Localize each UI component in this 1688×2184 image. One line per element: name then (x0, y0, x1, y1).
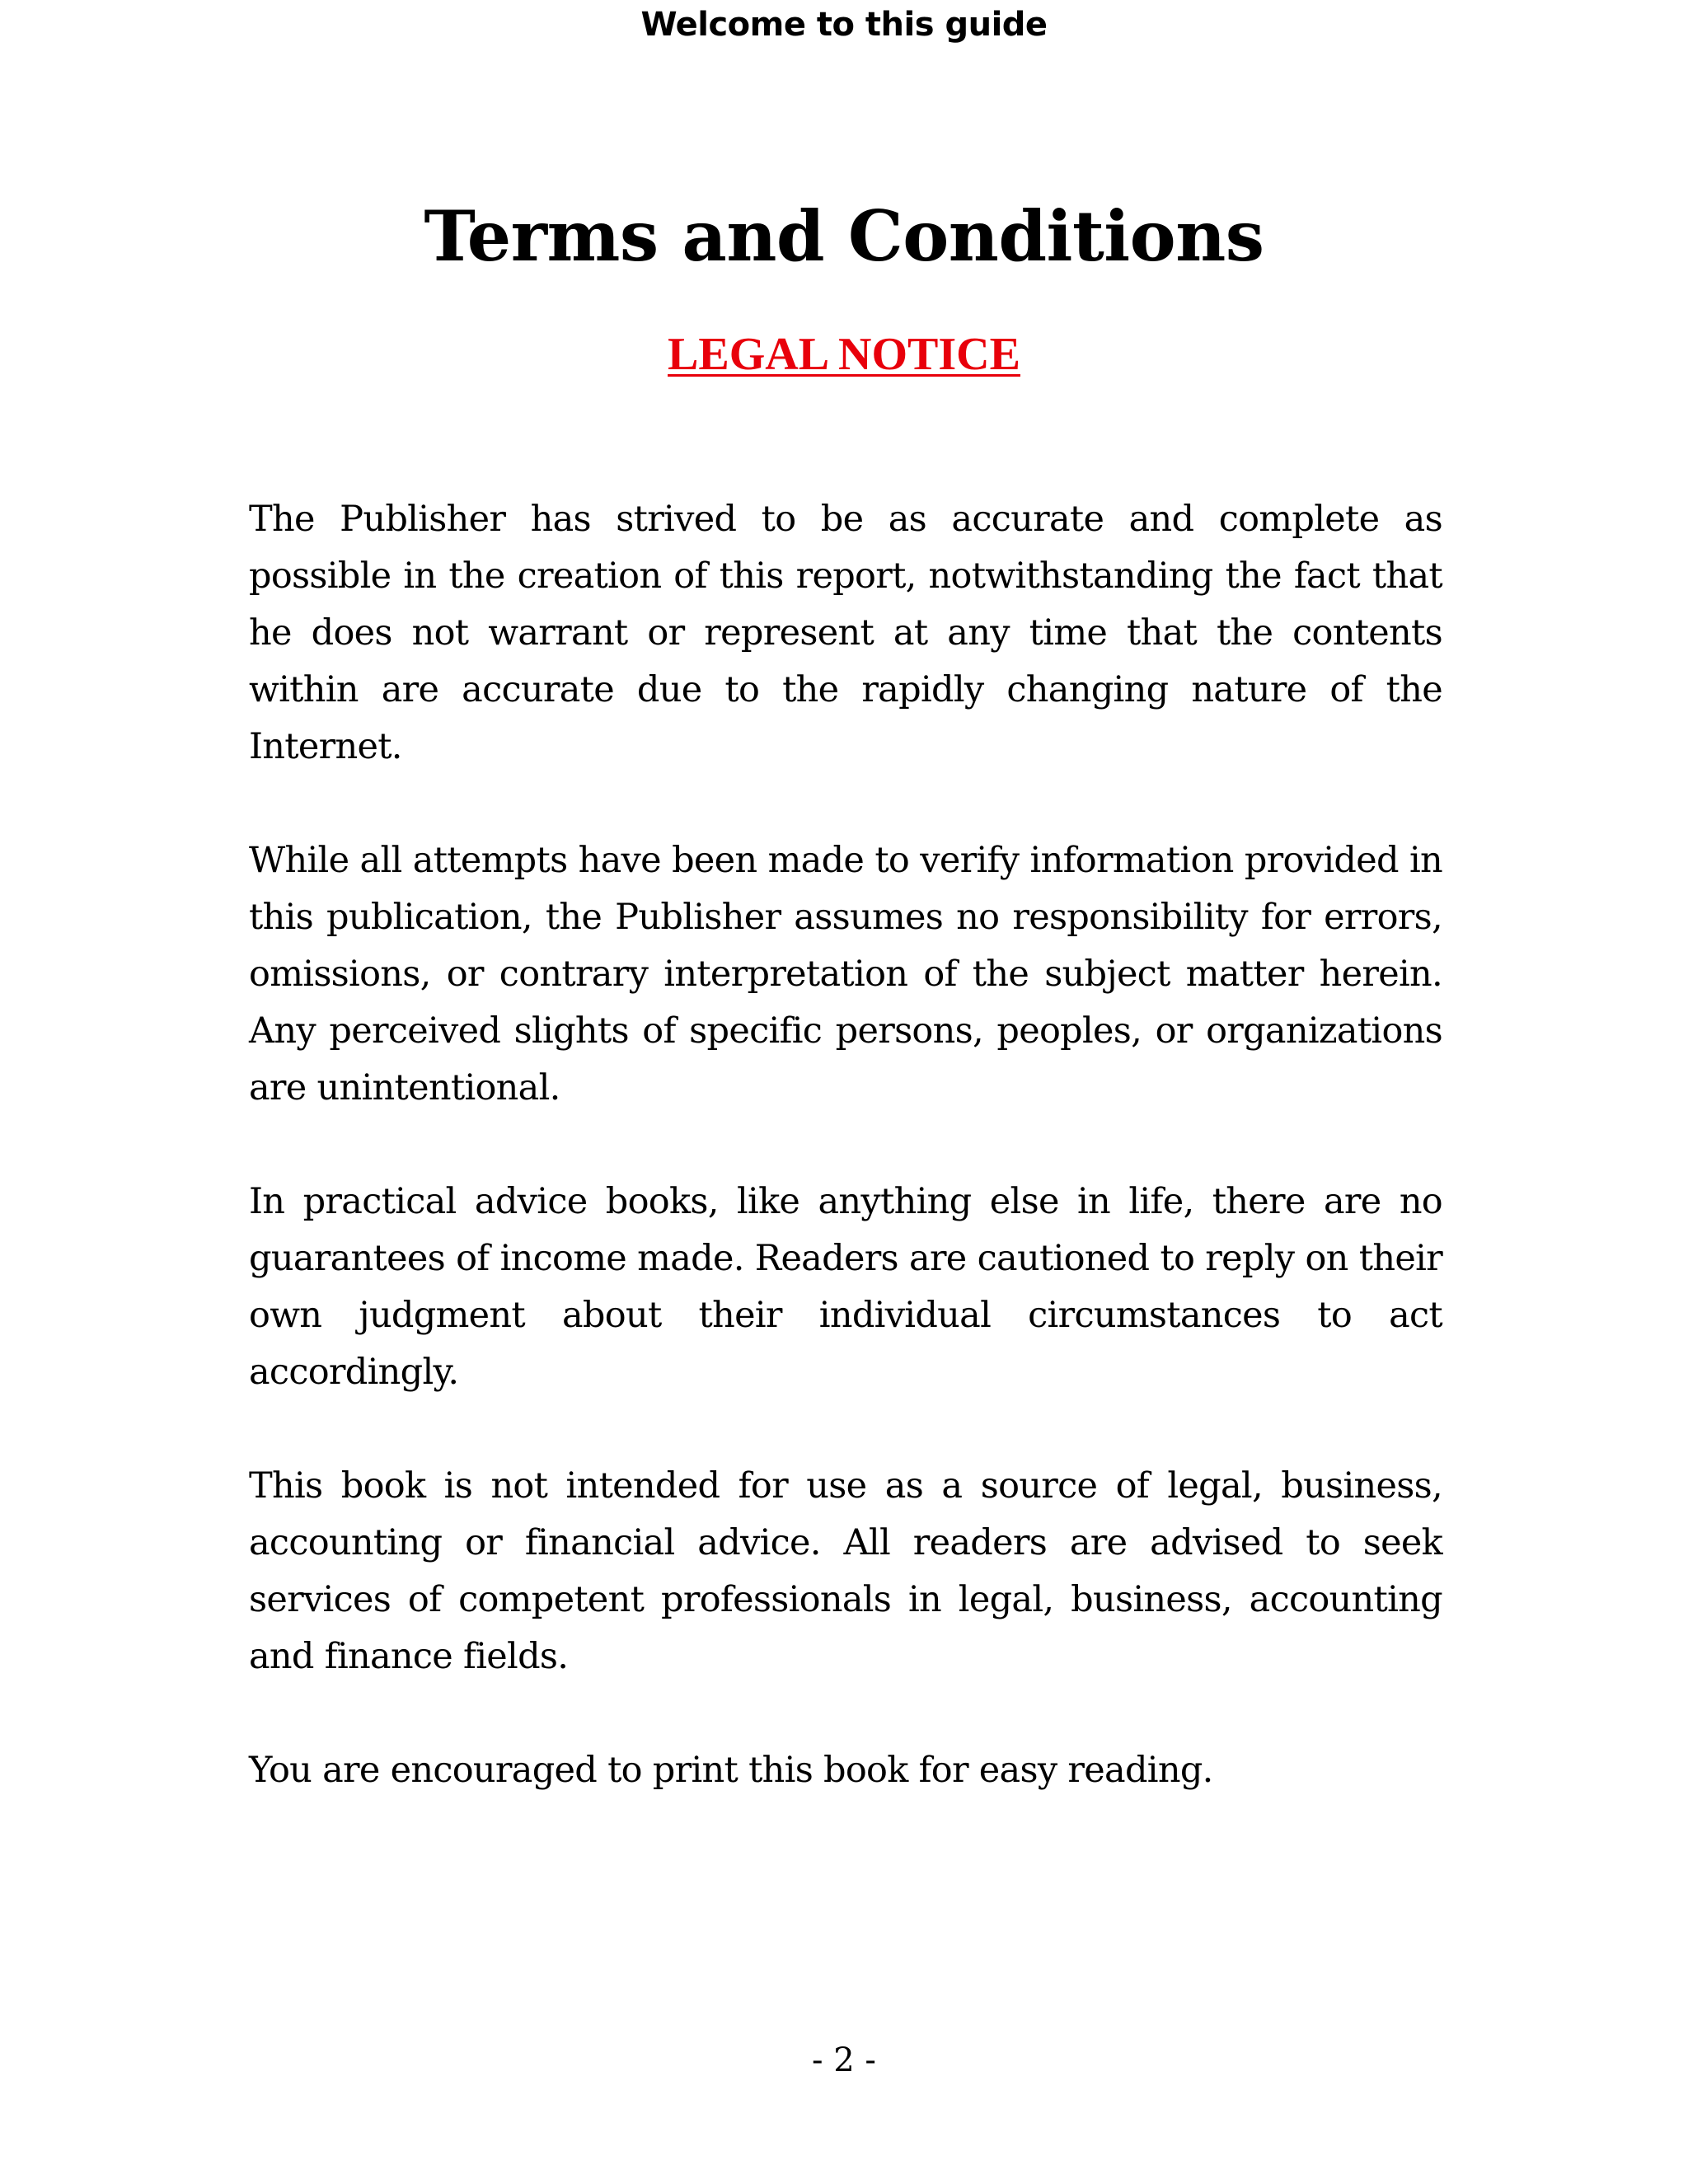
page-header: Welcome to this guide (640, 6, 1048, 44)
page-number: - 2 - (812, 2041, 876, 2079)
paragraph-responsibility: While all attempts have been made to verify information provided in this publication, the Publisher assumes no responsibility for errors, omissions, or contrary interpretation of the subject matter herein. Any perceived slights of specific persons, peoples, or organizations are unintentional. (249, 840, 1442, 1108)
paragraph-accuracy: The Publisher has strived to be as accurate and complete as possible in the creation of this report, notwithstanding the fact that he does not warrant or represent at any time that the contents within are accurate due to the rapidly changing nature of the Internet. (249, 499, 1442, 767)
document-body (249, 491, 1442, 1856)
paragraph-print: You are encouraged to print this book for easy reading. (249, 1750, 1213, 1791)
legal-notice-heading: LEGAL NOTICE (668, 329, 1020, 380)
paragraph-income: In practical advice books, like anything else in life, there are no guarantees of income made. Readers are cautioned to reply on their own judgment about their individual circumstances to act accordingly. (249, 1181, 1442, 1393)
page-title: Terms and Conditions (424, 195, 1264, 277)
paragraph-advice: This book is not intended for use as a source of legal, business, accounting or financial advice. All readers are advised to seek services of competent professionals in legal, business, accounting and finance fields. (249, 1465, 1442, 1677)
